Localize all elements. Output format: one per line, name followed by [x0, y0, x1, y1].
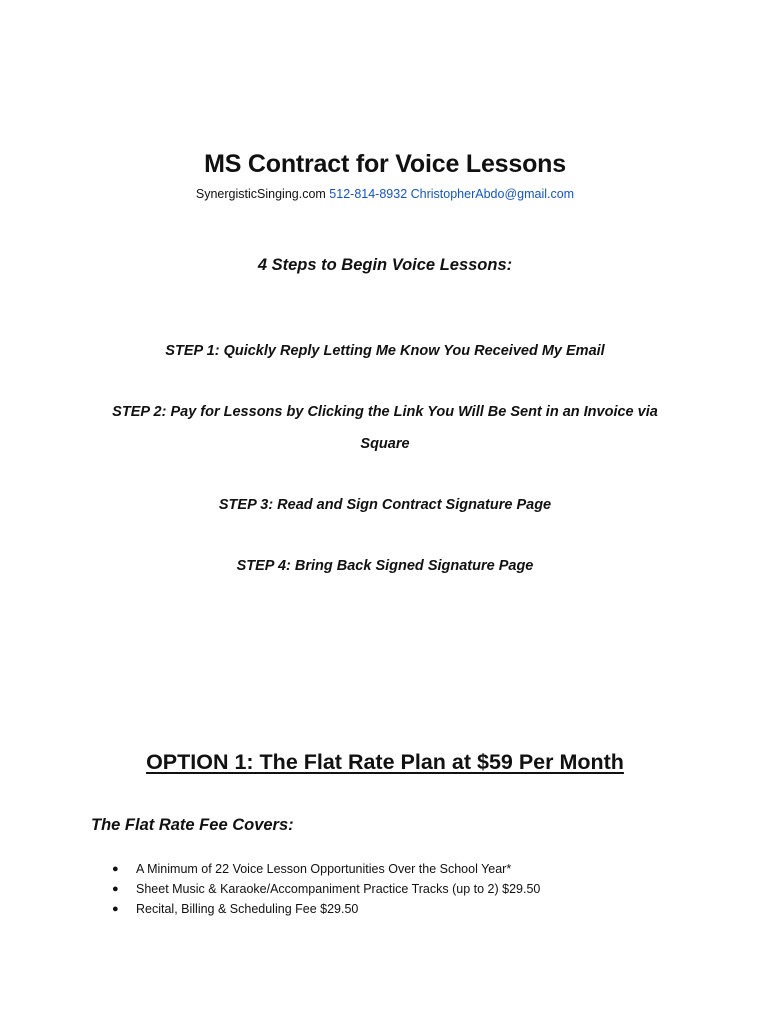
step-3: STEP 3: Read and Sign Contract Signature Page: [218, 497, 552, 513]
list-item-text: Recital, Billing & Scheduling Fee $29.50: [136, 902, 359, 916]
step-4: STEP 4: Bring Back Signed Signature Page: [236, 558, 534, 574]
list-item: [112, 859, 540, 879]
bullet-icon: ●: [112, 903, 119, 915]
email-link[interactable]: ChristopherAbdo@gmail.com: [410, 187, 575, 201]
bullet-icon: ●: [112, 863, 119, 875]
covers-heading: The Flat Rate Fee Covers:: [91, 816, 294, 834]
list-item: [112, 899, 540, 919]
covers-list: [112, 859, 540, 919]
phone-link[interactable]: 512-814-8932: [329, 187, 408, 201]
bullet-icon: ●: [112, 883, 119, 895]
step-1: STEP 1: Quickly Reply Letting Me Know You Received My Email: [165, 343, 605, 359]
list-item-text: A Minimum of 22 Voice Lesson Opportunities Over the School Year*: [136, 862, 512, 876]
website-text: SynergisticSinging.com: [195, 187, 326, 201]
steps-heading: 4 Steps to Begin Voice Lessons:: [257, 256, 513, 274]
list-item: [112, 879, 540, 899]
contact-line: [0, 187, 770, 201]
document-title: MS Contract for Voice Lessons: [204, 150, 566, 178]
step-2: STEP 2: Pay for Lessons by Clicking the Link You Will Be Sent in an Invoice via Square: [112, 404, 658, 452]
list-item-text: Sheet Music & Karaoke/Accompaniment Practice Tracks (up to 2) $29.50: [136, 882, 541, 896]
option-1-title: OPTION 1: The Flat Rate Plan at $59 Per Month: [146, 750, 624, 774]
